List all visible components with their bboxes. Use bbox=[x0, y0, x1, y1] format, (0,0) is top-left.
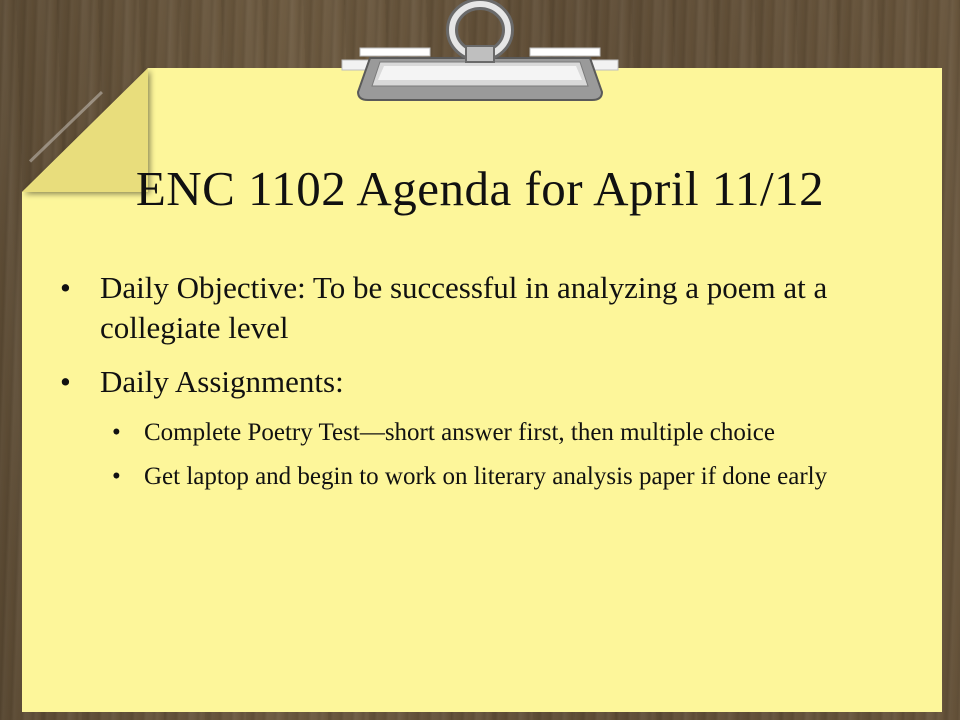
slide-title: ENC 1102 Agenda for April 11/12 bbox=[135, 161, 825, 216]
agenda-bullet-list bbox=[60, 268, 920, 504]
bullet-dot: • bbox=[112, 463, 121, 490]
bullet-dot: • bbox=[60, 364, 71, 399]
sub-bullet-laptop bbox=[60, 460, 920, 494]
bullet-dot: • bbox=[112, 419, 121, 446]
bullet-text: Daily Assignments: bbox=[100, 364, 344, 399]
bullet-text: Get laptop and begin to work on literary analysis paper if done early bbox=[144, 463, 828, 490]
binder-clip-icon bbox=[340, 0, 620, 110]
bullet-daily-assignments bbox=[60, 362, 920, 402]
bullet-text: Daily Objective: To be successful in analyzing a poem at a collegiate level bbox=[100, 270, 828, 345]
bullet-text: Complete Poetry Test—short answer first, then multiple choice bbox=[144, 419, 775, 446]
bullet-daily-objective bbox=[60, 268, 920, 348]
bullet-dot: • bbox=[60, 270, 71, 305]
sub-bullet-poetry-test bbox=[60, 416, 920, 450]
